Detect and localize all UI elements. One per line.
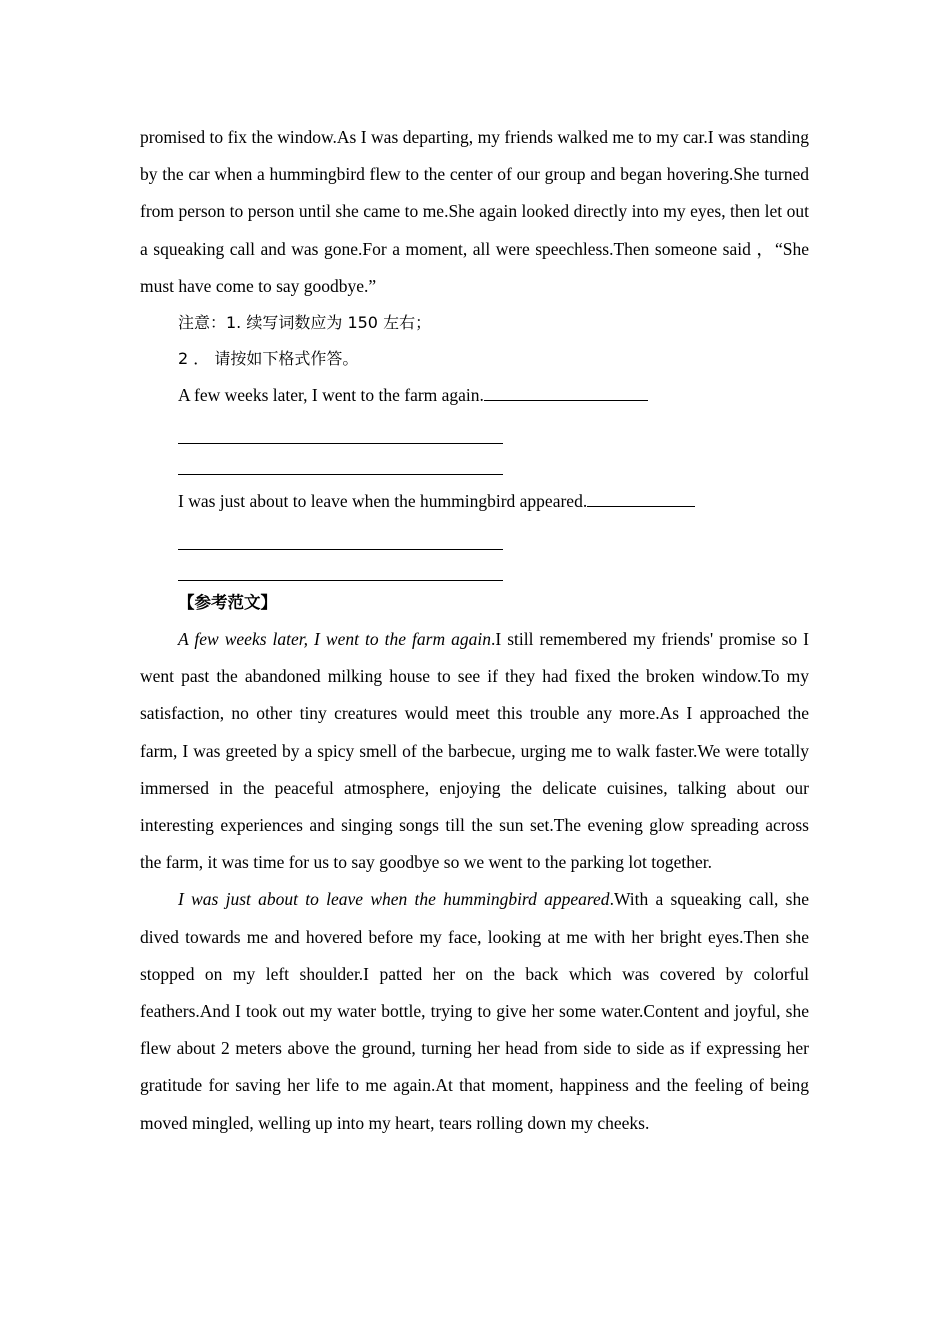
reference-heading: 【参考范文】 — [178, 593, 277, 613]
reference-paragraph-2 — [140, 881, 809, 1141]
answer-line — [178, 550, 503, 581]
answer-line — [178, 413, 503, 444]
format-prompt-2 — [140, 483, 809, 519]
answer-line — [178, 444, 503, 475]
answer-blank — [587, 488, 695, 507]
intro-paragraph: promised to fix the window.As I was departing, my friends walked me to my car.I was standing by the car when a hummingbird flew to the center of our group and began hovering.She turned from person to person until she came to me.She again looked directly into my eyes, then let out a squeaking call and was gone.For a moment, all were speechless.Then someone said ，“She must have come to say goodbye.” — [140, 127, 809, 296]
format-prompt-1 — [140, 377, 809, 413]
format-prompt-1-text: A few weeks later, I went to the farm again. — [178, 385, 484, 406]
document-page — [140, 119, 809, 1142]
reference-paragraph-2-body: .With a squeaking call, she dived towards me and hovered before my face, looking at me with her bright eyes.Then she stopped on my left shoulder.I patted her on the back which was covered by colorful feathers.And I took out my water bottle, trying to give her some water.Content and joyful, she flew about 2 meters above the ground, turning her head from side to side as if expressing her gratitude for saving her life to me again.At that moment, happiness and the feeling of being moved mingled, welling up into my heart, tears rolling down my cheeks. — [140, 889, 809, 1133]
reference-paragraph-1 — [140, 621, 809, 881]
reference-paragraph-1-lead: A few weeks later, I went to the farm again — [178, 629, 491, 650]
answer-blank — [484, 382, 648, 401]
note-format: 2 ． 请按如下格式作答。 — [178, 349, 359, 369]
reference-paragraph-1-body: .I still remembered my friends' promise so I went past the abandoned milking house to see if they had fixed the broken window.To my satisfaction, no other tiny creatures would meet this trouble any more.As I approached the farm, I was greeted by a spicy smell of the barbecue, urging me to walk faster.We were totally immersed in the peaceful atmosphere, enjoying the delicate cuisines, talking about our interesting experiences and singing songs till the sun set.The evening glow spreading across the farm, it was time for us to say goodbye so we went to the parking lot together. — [140, 629, 809, 873]
reference-paragraph-2-lead: I was just about to leave when the hummingbird appeared — [178, 889, 610, 910]
format-prompt-2-text: I was just about to leave when the hummingbird appeared. — [178, 491, 588, 512]
answer-line — [178, 519, 503, 550]
note-word-count: 注意：1. 续写词数应为 150 左右； — [178, 313, 432, 333]
